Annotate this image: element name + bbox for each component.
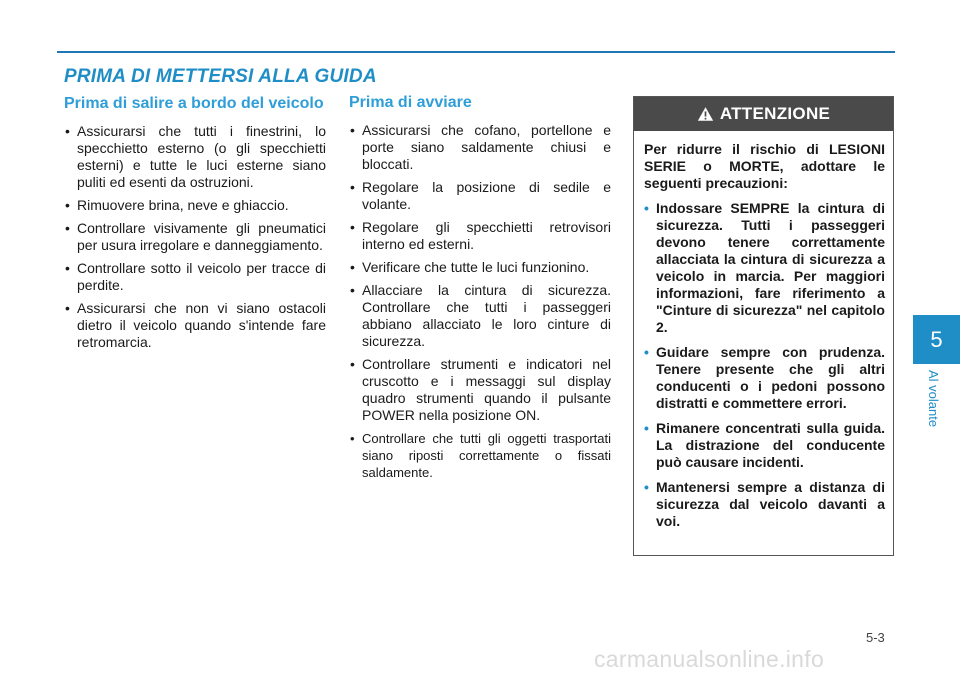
list-item: • Rimuovere brina, neve e ghiaccio. — [64, 197, 326, 214]
list-item: • Controllare sotto il veicolo per tracce di perdite. — [64, 260, 326, 294]
warning-item-text: Mantenersi sempre a distanza di sicurezza dal veicolo davanti a voi. — [656, 479, 885, 529]
column-heading: Prima di avviare — [349, 94, 472, 111]
list-item: • Regolare la posizione di sedile e volante. — [349, 179, 611, 213]
warning-item — [644, 479, 885, 530]
list-item: • Assicurarsi che non vi siano ostacoli dietro il veicolo quando s'intende fare retromarcia. — [64, 300, 326, 351]
watermark: carmanualsonline.info — [594, 646, 825, 672]
section-title: PRIMA DI METTERSI ALLA GUIDA — [64, 66, 377, 87]
warning-body — [634, 131, 893, 530]
bullet-dot: • — [644, 479, 649, 495]
warning-item-text: Indossare SEMPRE la cintura di sicurezza. Tutti i passeggeri devono tenere correttamente allacciata la cintura di sicurezza a veicolo in marcia. Per maggiori informazioni, fare riferimento a "Cinture di sicurezza" nel capitolo 2. — [656, 200, 885, 335]
top-rule — [57, 51, 895, 53]
bullet-dot: • — [644, 344, 649, 360]
page-number: 5-3 — [866, 630, 885, 645]
warning-title: ATTENZIONE — [719, 104, 831, 123]
column-heading: Prima di salire a bordo del veicolo — [64, 95, 324, 112]
bullet-dot: • — [644, 420, 649, 436]
list-item: • Controllare strumenti e indicatori nel cruscotto e i messaggi sul display quadro strumenti quando il pulsante POWER nella posizione ON. — [349, 356, 611, 424]
warning-item — [644, 344, 885, 412]
list-item: • Controllare che tutti gli oggetti trasportati siano riposti correttamente o fissati saldamente. — [349, 430, 611, 481]
chapter-tab: 5 — [913, 315, 960, 364]
warning-item — [644, 420, 885, 471]
column-before-starting — [349, 94, 611, 487]
warning-item-text: Rimanere concentrati sulla guida. La distrazione del conducente può causare incidenti. — [656, 420, 885, 470]
chapter-label: Al volante — [926, 370, 941, 428]
list-item: • Regolare gli specchietti retrovisori interno ed esterni. — [349, 219, 611, 253]
bullet-list — [64, 123, 326, 351]
list-item: • Controllare visivamente gli pneumatici per usura irregolare e danneggiamento. — [64, 220, 326, 254]
list-item: • Assicurarsi che cofano, portellone e porte siano saldamente chiusi e bloccati. — [349, 122, 611, 173]
warning-triangle-icon — [697, 106, 714, 122]
warning-intro: Per ridurre il rischio di LESIONI SERIE o MORTE, adottare le seguenti precauzioni: — [644, 141, 885, 191]
list-item: • Verificare che tutte le luci funzionino. — [349, 259, 611, 276]
bullet-dot: • — [644, 200, 649, 216]
warning-item — [644, 200, 885, 336]
bullet-list — [349, 122, 611, 481]
warning-header — [634, 97, 893, 131]
list-item: • Assicurarsi che tutti i finestrini, lo specchietto esterno (o gli specchietti esterni) e tutte le luci esterne siano puliti ed esenti da ostruzioni. — [64, 123, 326, 191]
list-item: • Allacciare la cintura di sicurezza. Controllare che tutti i passeggeri abbiano allacciato le loro cinture di sicurezza. — [349, 282, 611, 350]
column-before-boarding — [64, 95, 326, 357]
warning-item-text: Guidare sempre con prudenza. Tenere presente che gli altri conducenti o i pedoni possono distratti e commettere errori. — [656, 344, 885, 411]
warning-box — [633, 96, 894, 556]
